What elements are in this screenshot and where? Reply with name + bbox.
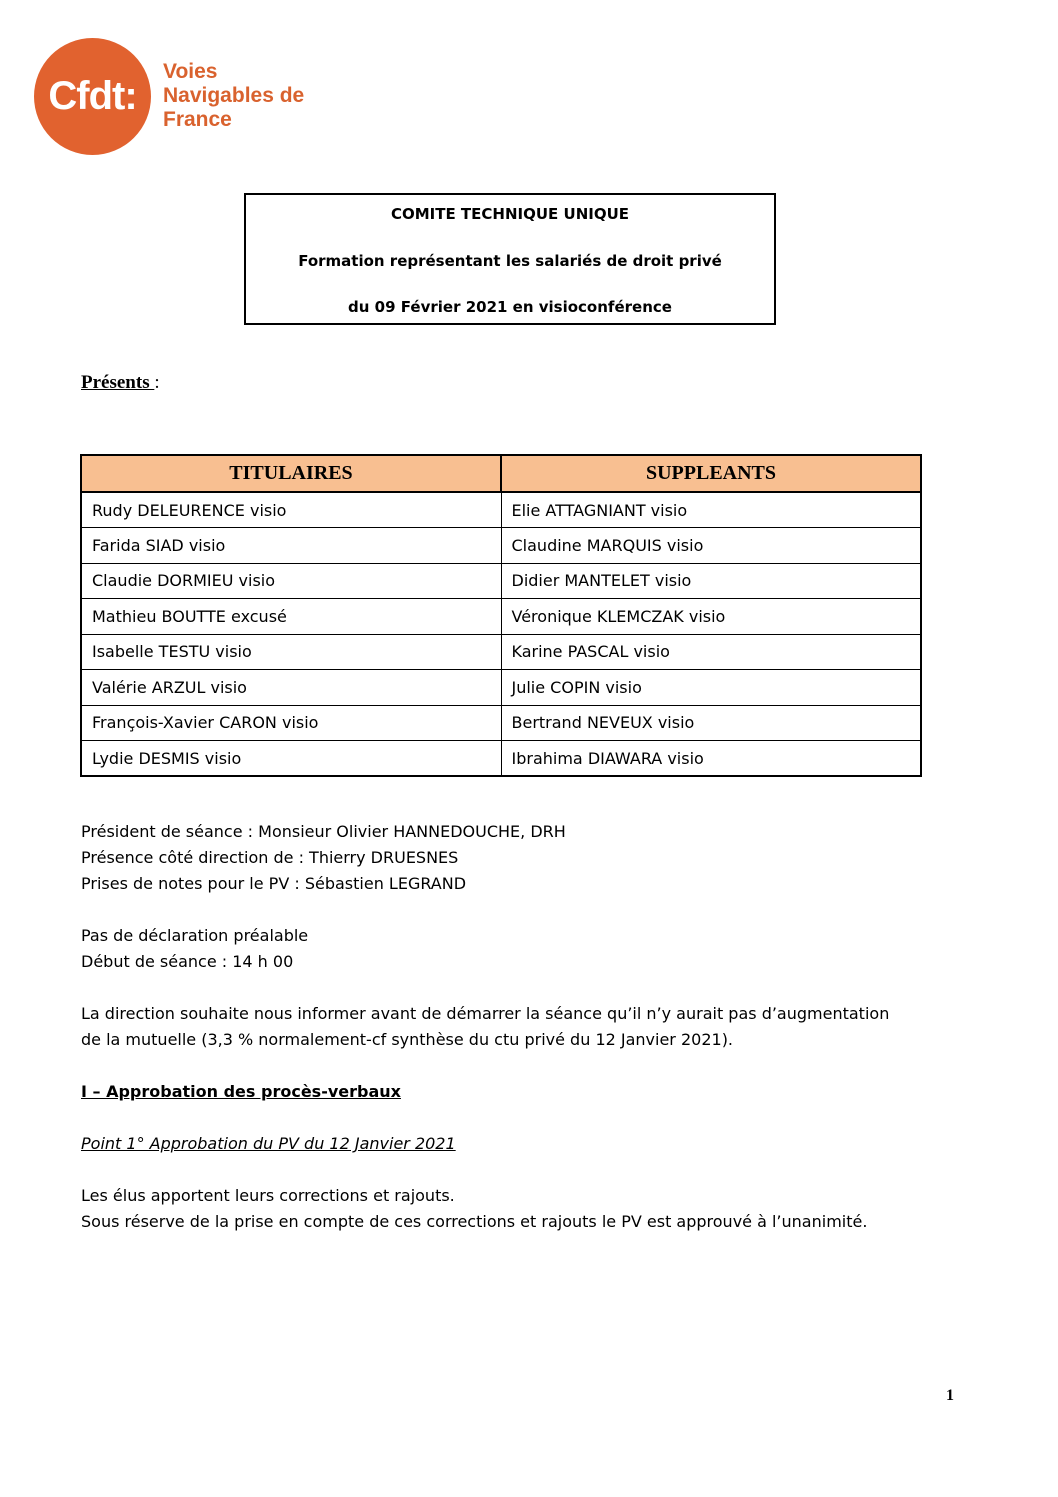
titulaire-cell: Rudy DELEURENCE visio <box>81 492 501 528</box>
direction-line: Présence côté direction de : Thierry DRUESNES <box>81 848 459 867</box>
column-header-titulaires: TITULAIRES <box>81 455 501 492</box>
table-row <box>81 634 921 670</box>
president-line: Président de séance : Monsieur Olivier HANNEDOUCHE, DRH <box>81 822 566 841</box>
title-box <box>244 193 776 325</box>
suppleant-cell: Elie ATTAGNIANT visio <box>501 492 921 528</box>
logo-text <box>163 60 304 132</box>
meeting-start <box>81 923 308 975</box>
table-row <box>81 528 921 564</box>
start-line: Début de séance : 14 h 00 <box>81 952 294 971</box>
table-row <box>81 599 921 635</box>
suppleant-cell: Claudine MARQUIS visio <box>501 528 921 564</box>
members-table <box>80 454 922 777</box>
point1-line-2: Sous réserve de la prise en compte de ces corrections et rajouts le PV est approuvé à l’unanimité. <box>81 1212 868 1231</box>
presents-heading <box>81 372 160 394</box>
logo-line: Navigables de <box>163 84 305 107</box>
logo-circle <box>34 38 151 155</box>
suppleant-cell: Karine PASCAL visio <box>501 634 921 670</box>
suppleant-cell: Didier MANTELET visio <box>501 563 921 599</box>
table-row <box>81 705 921 741</box>
point1-paragraph <box>81 1183 867 1235</box>
titulaire-cell: Mathieu BOUTTE excusé <box>81 599 501 635</box>
mutuelle-line-1: La direction souhaite nous informer avant de démarrer la séance qu’il n’y aurait pas d’augmentation <box>81 1004 890 1023</box>
titulaire-cell: Isabelle TESTU visio <box>81 634 501 670</box>
column-header-suppleants: SUPPLEANTS <box>501 455 921 492</box>
meeting-roles <box>81 819 566 897</box>
suppleant-cell: Bertrand NEVEUX visio <box>501 705 921 741</box>
suppleant-cell: Ibrahima DIAWARA visio <box>501 741 921 777</box>
suppleant-cell: Julie COPIN visio <box>501 670 921 706</box>
title-line-1: COMITE TECHNIQUE UNIQUE <box>390 205 630 223</box>
logo-line: France <box>163 108 232 131</box>
table-row <box>81 741 921 777</box>
table-row <box>81 670 921 706</box>
declaration-line: Pas de déclaration préalable <box>81 926 309 945</box>
logo-mark: Cfdt: <box>48 74 137 118</box>
mutuelle-paragraph <box>81 1001 981 1053</box>
titulaire-cell: Farida SIAD visio <box>81 528 501 564</box>
point1-line-1: Les élus apportent leurs corrections et rajouts. <box>81 1186 455 1205</box>
page-number: 1 <box>946 1387 954 1404</box>
section-heading: I – Approbation des procès-verbaux <box>81 1082 401 1101</box>
titulaire-cell: Valérie ARZUL visio <box>81 670 501 706</box>
point-heading: Point 1° Approbation du PV du 12 Janvier 2021 <box>81 1134 456 1153</box>
suppleant-cell: Véronique KLEMCZAK visio <box>501 599 921 635</box>
table-row <box>81 563 921 599</box>
table-row <box>81 492 921 528</box>
notes-line: Prises de notes pour le PV : Sébastien LEGRAND <box>81 874 467 893</box>
presents-label: Présents <box>81 372 155 393</box>
titulaire-cell: François-Xavier CARON visio <box>81 705 501 741</box>
titulaire-cell: Lydie DESMIS visio <box>81 741 501 777</box>
presents-colon: : <box>154 372 160 393</box>
titulaire-cell: Claudie DORMIEU visio <box>81 563 501 599</box>
title-line-3: du 09 Février 2021 en visioconférence <box>348 298 672 316</box>
table-header-row <box>81 455 921 492</box>
title-line-2: Formation représentant les salariés de droit privé <box>298 252 722 270</box>
cfdt-logo <box>34 38 344 158</box>
logo-line: Voies <box>163 60 218 83</box>
mutuelle-line-2: de la mutuelle (3,3 % normalement-cf synthèse du ctu privé du 12 Janvier 2021). <box>81 1030 734 1049</box>
